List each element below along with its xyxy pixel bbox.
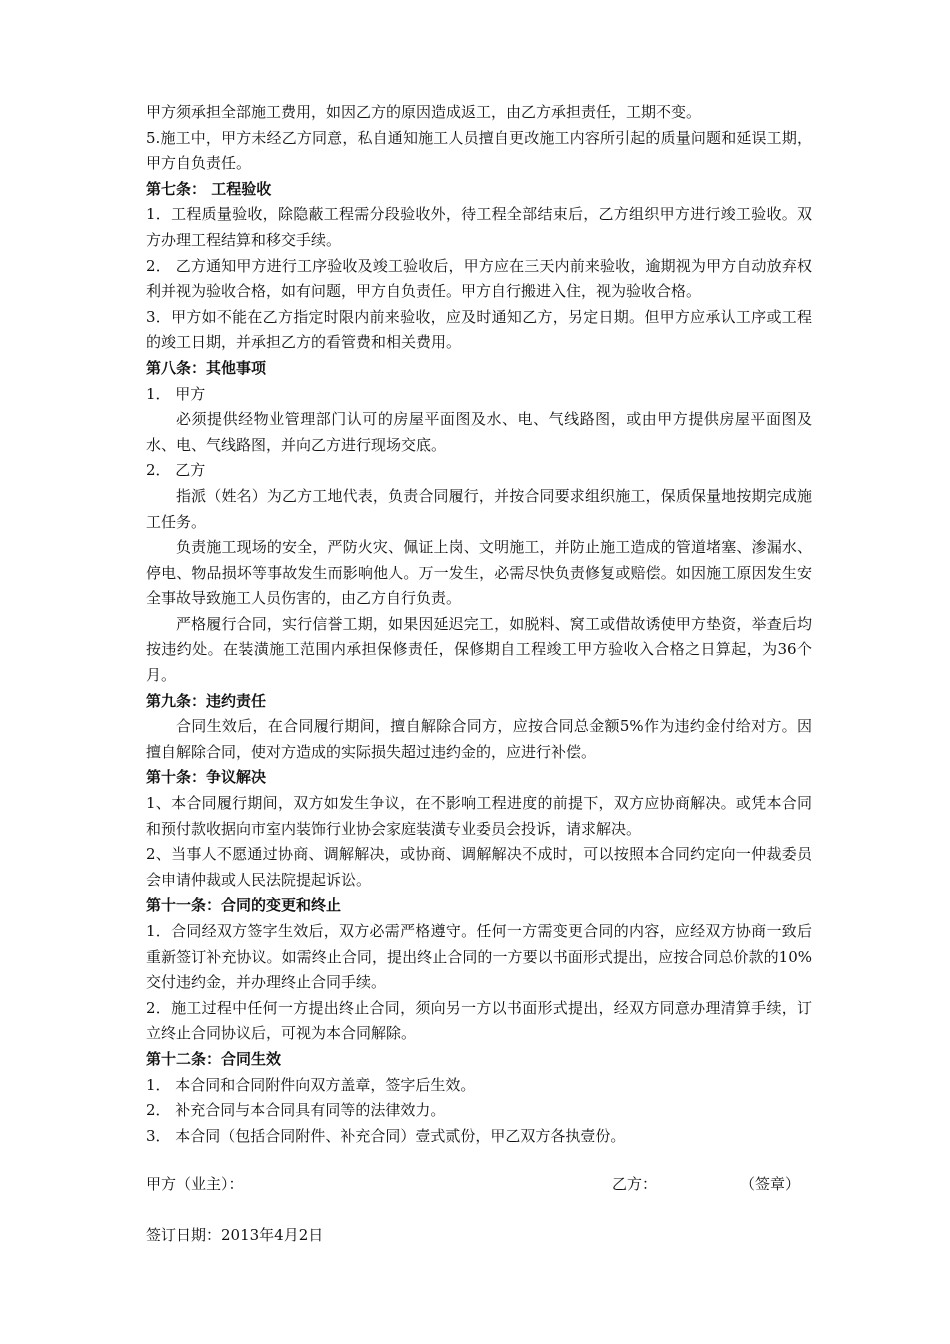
- section-heading: 第九条：违约责任: [146, 691, 267, 710]
- paragraph: 严格履行合同，实行信誉工期，如果因延迟完工，如脱料、窝工或借故诱使甲方垫资，举查后均按违约处。在装潢施工范围内承担保修责任，保修期自工程竣工甲方验收入合格之日算起，为36个月。: [146, 614, 812, 685]
- paragraph: 2． 补充合同与本合同具有同等的法律效力。: [146, 1101, 446, 1120]
- paragraph: 2．施工过程中任何一方提出终止合同，须向另一方以书面形式提出，经双方同意办理清算手续，订立终止合同协议后，可视为本合同解除。: [146, 998, 812, 1043]
- paragraph: 3． 本合同（包括合同附件、补充合同）壹式贰份，甲乙双方各执壹份。: [146, 1126, 626, 1145]
- paragraph: 合同生效后，在合同履行期间，擅自解除合同方，应按合同总金额5%作为违约金付给对方。因擅自解除合同，使对方造成的实际损失超过违约金的，应进行补偿。: [146, 717, 812, 761]
- paragraph: 1．工程质量验收，除隐蔽工程需分段验收外，待工程全部结束后，乙方组织甲方进行竣工验收。双方办理工程结算和移交手续。: [146, 205, 812, 249]
- paragraph: 2． 乙方通知甲方进行工序验收及竣工验收后，甲方应在三天内前来验收，逾期视为甲方自动放弃权利并视为验收合格，如有问题，甲方自负责任。甲方自行搬进入住，视为验收合格。: [146, 256, 812, 301]
- paragraph: 3．甲方如不能在乙方指定时限内前来验收，应及时通知乙方，另定日期。但甲方应承认工序或工程的竣工日期，并承担乙方的看管费和相关费用。: [146, 307, 812, 352]
- sign-date: 签订日期：2013年4月2日: [146, 1226, 324, 1245]
- paragraph: 必须提供经物业管理部门认可的房屋平面图及水、电、气线路图，或由甲方提供房屋平面图及水、电、气线路图，并向乙方进行现场交底。: [146, 410, 812, 454]
- party-a-signature-label: 甲方（业主）：: [146, 1175, 244, 1194]
- section-heading: 第八条：其他事项: [146, 358, 267, 377]
- seal-label: （签章）: [740, 1175, 801, 1194]
- paragraph: 负责施工现场的安全，严防火灾、佩证上岗、文明施工，并防止施工造成的管道堵塞、渗漏水、停电、物品损坏等事故发生而影响他人。万一发生，必需尽快负责修复或赔偿。如因施工原因发生安全事故导致施工人员伤害的，由乙方自行负责。: [146, 538, 812, 608]
- section-heading: 第十二条：合同生效: [146, 1049, 282, 1068]
- section-heading: 第十条：争议解决: [146, 768, 267, 787]
- section-heading: 第七条： 工程验收: [146, 179, 272, 198]
- paragraph: 甲方须承担全部施工费用，如因乙方的原因造成返工，由乙方承担责任，工期不变。: [146, 103, 702, 121]
- paragraph: 1．合同经双方签字生效后，双方必需严格遵守。任何一方需变更合同的内容，应经双方协商一致后重新签订补充协议。如需终止合同，提出终止合同的一方要以书面形式提出，应按合同总价款的10%交付违约金，并办理终止合同手续。: [146, 922, 812, 992]
- paragraph: 1、本合同履行期间，双方如发生争议，在不影响工程进度的前提下，双方应协商解决。或凭本合同和预付款收据向市室内装饰行业协会家庭装潢专业委员会投诉，请求解决。: [146, 794, 812, 838]
- paragraph: 1． 甲方: [146, 384, 206, 403]
- paragraph: 1． 本合同和合同附件向双方盖章，签字后生效。: [146, 1075, 476, 1094]
- paragraph: 2． 乙方: [146, 461, 206, 480]
- contract-body: [146, 100, 812, 1249]
- paragraph: 指派（姓名）为乙方工地代表，负责合同履行，并按合同要求组织施工，保质保量地按期完成施工任务。: [146, 486, 812, 531]
- party-b-signature-label: 乙方：: [612, 1175, 658, 1194]
- section-heading: 第十一条：合同的变更和终止: [146, 896, 342, 915]
- paragraph: 5.施工中，甲方未经乙方同意，私自通知施工人员擅自更改施工内容所引起的质量问题和延误工期，甲方自负责任。: [146, 128, 812, 173]
- paragraph: 2、当事人不愿通过协商、调解解决，或协商、调解解决不成时，可以按照本合同约定向一仲裁委员会申请仲裁或人民法院提起诉讼。: [146, 845, 812, 889]
- signature-row: [146, 1173, 812, 1199]
